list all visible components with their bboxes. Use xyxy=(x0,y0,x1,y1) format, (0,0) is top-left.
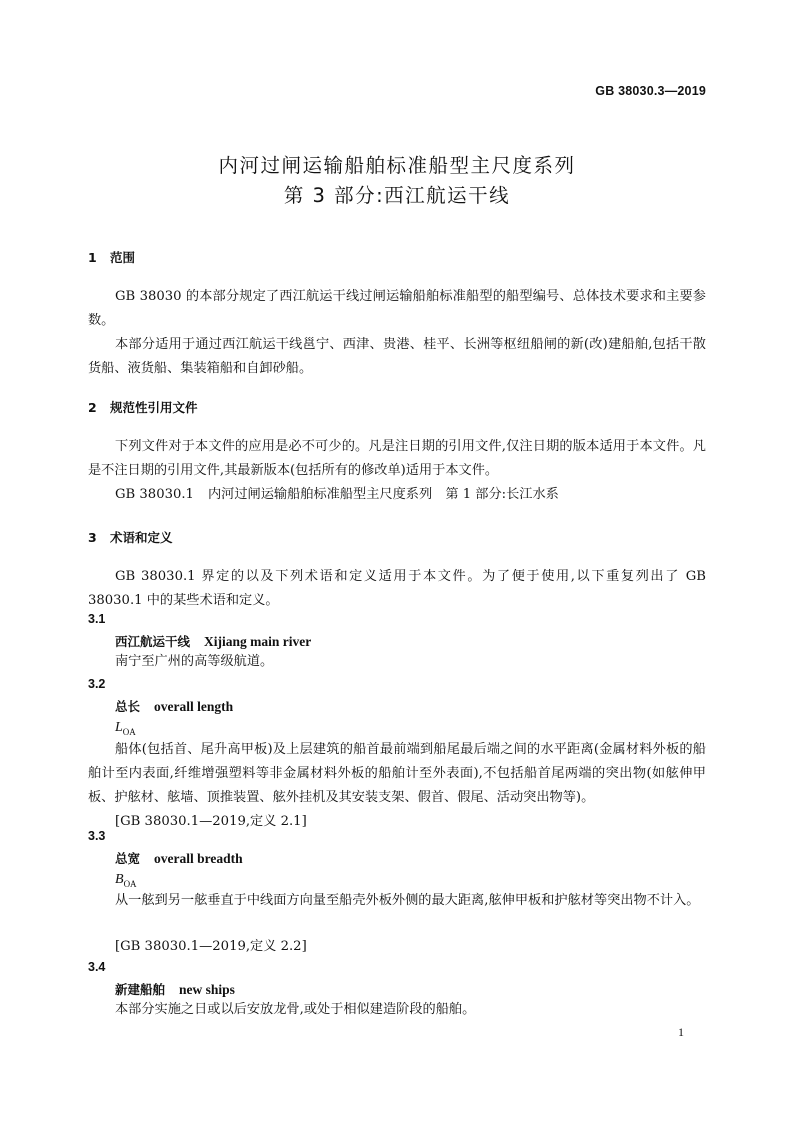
term-number: 3.2 xyxy=(88,677,106,691)
section-title: 规范性引用文件 xyxy=(110,400,198,415)
term-english: overall length xyxy=(154,699,234,714)
term-definition: 船体(包括首、尾升高甲板)及上层建筑的船首最前端到船尾最后端之间的水平距离(金属材料外板的船舶计至内表面,纤维增强塑料等非金属材料外板的船舶计至外表面),不包括船首尾两端的突出物(如舷伸甲板、护舷材、舷墙、顶推装置、舷外挂机及其安装支架、假首、假尾、活动突出物等)。 xyxy=(88,742,706,805)
section-2-heading xyxy=(88,398,198,416)
standard-number: GB 38030.3—2019 xyxy=(595,84,706,98)
term-heading xyxy=(115,980,235,998)
term-number: 3.1 xyxy=(88,612,106,626)
term-chinese: 新建船舶 xyxy=(115,982,166,997)
term-source: [GB 38030.1—2019,定义 2.2] xyxy=(115,939,307,954)
section-1-paragraph-1: GB 38030 的本部分规定了西江航运干线过闸运输船舶标准船型的船型编号、总体技术要求和主要参数。 xyxy=(88,289,706,328)
section-2-paragraph-1: 下列文件对于本文件的应用是必不可少的。凡是注日期的引用文件,仅注日期的版本适用于本文件。凡是不注日期的引用文件,其最新版本(包括所有的修改单)适用于本文件。 xyxy=(88,439,706,478)
section-3-intro: GB 38030.1 界定的以及下列术语和定义适用于本文件。为了便于使用,以下重复列出了 GB 38030.1 中的某些术语和定义。 xyxy=(88,569,706,608)
term-chinese: 总宽 xyxy=(115,851,141,866)
term-definition: 从一舷到另一舷垂直于中线面方向量至船壳外板外侧的最大距离,舷伸甲板和护舷材等突出物不计入。 xyxy=(115,893,700,908)
normative-reference xyxy=(115,483,559,507)
term-chinese: 西江航运干线 xyxy=(115,634,191,649)
term-symbol: $L_{OA}$ xyxy=(115,720,136,737)
term-heading xyxy=(115,632,311,650)
section-3-heading xyxy=(88,528,173,546)
term-english: overall breadth xyxy=(154,851,243,866)
document-title-line1: 内河过闸运输船舶标准船型主尺度系列 xyxy=(218,154,576,177)
term-source: [GB 38030.1—2019,定义 2.1] xyxy=(115,814,307,829)
section-number: 3 xyxy=(88,530,97,545)
term-number: 3.4 xyxy=(88,960,106,974)
term-definition: 南宁至广州的高等级航道。 xyxy=(115,654,274,669)
page-number: 1 xyxy=(678,1025,684,1039)
section-1-paragraph-2: 本部分适用于通过西江航运干线邕宁、西津、贵港、桂平、长洲等枢纽船闸的新(改)建船舶,包括干散货船、液货船、集装箱船和自卸砂船。 xyxy=(88,337,706,376)
term-english: Xijiang main river xyxy=(204,634,312,649)
document-title-line2: 第 3 部分:西江航运干线 xyxy=(283,184,511,207)
term-english: new ships xyxy=(179,982,235,997)
term-definition: 本部分实施之日或以后安放龙骨,或处于相似建造阶段的船舶。 xyxy=(115,1002,476,1017)
term-symbol: $B_{OA}$ xyxy=(115,872,137,889)
term-heading xyxy=(115,849,243,867)
section-1-heading xyxy=(88,248,135,266)
section-number: 1 xyxy=(88,250,97,265)
term-heading xyxy=(115,697,233,715)
reference-code: GB 38030.1 xyxy=(115,487,194,502)
section-number: 2 xyxy=(88,400,97,415)
section-title: 术语和定义 xyxy=(110,530,173,545)
reference-title: 内河过闸运输船舶标准船型主尺度系列 第 1 部分:长江水系 xyxy=(207,487,559,502)
section-title: 范围 xyxy=(110,250,136,265)
term-chinese: 总长 xyxy=(115,699,141,714)
term-number: 3.3 xyxy=(88,829,106,843)
